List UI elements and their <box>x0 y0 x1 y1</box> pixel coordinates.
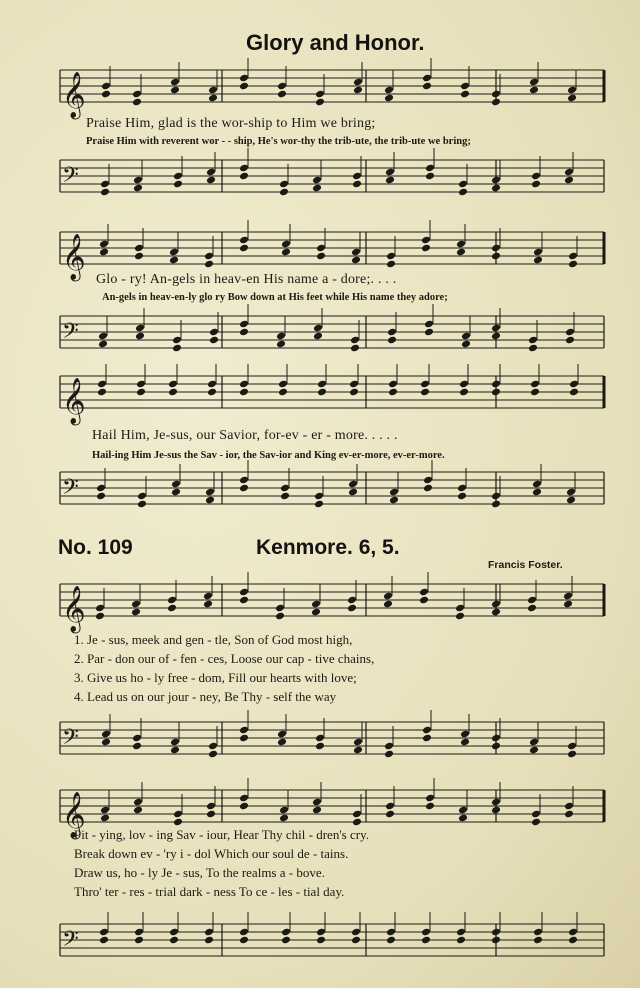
note-head <box>239 82 249 91</box>
note-head <box>315 98 325 107</box>
note-head <box>567 750 577 759</box>
note-head <box>532 488 542 497</box>
note-head <box>134 252 144 261</box>
note-head <box>239 936 249 945</box>
verse-1-line1: 1. Je - sus, meek and gen - tle, Son of God most high, <box>74 632 353 647</box>
note-head <box>351 256 361 265</box>
note-head <box>566 496 576 505</box>
treble-clef-icon: 𝄞 <box>62 378 86 424</box>
note-head <box>461 340 471 349</box>
note-head <box>456 248 466 257</box>
note-head <box>100 814 110 823</box>
note-head <box>383 600 393 609</box>
note-head <box>239 802 249 811</box>
verse-1-line2: Pit - ying, lov - ing Sav - iour, Hear Thy chil - dren's cry. <box>74 827 369 842</box>
note-head <box>456 936 466 945</box>
note-head <box>239 484 249 493</box>
treble-clef-icon: 𝄞 <box>62 792 86 838</box>
note-head <box>491 98 501 107</box>
hymn1-melody-lyrics-line1: Praise Him, glad is the wor-ship to Him we bring; <box>86 116 376 131</box>
note-head <box>421 936 431 945</box>
note-head <box>99 936 109 945</box>
note-head <box>460 90 470 99</box>
note-head <box>312 806 322 815</box>
note-head <box>491 500 501 509</box>
note-head <box>208 94 218 103</box>
note-head <box>281 936 291 945</box>
note-head <box>315 742 325 751</box>
note-head <box>204 260 214 269</box>
bass-clef-icon: 𝄢 <box>62 163 79 193</box>
note-head <box>239 734 249 743</box>
note-head <box>419 596 429 605</box>
note-head <box>564 810 574 819</box>
note-head <box>311 608 321 617</box>
note-head <box>385 176 395 185</box>
note-head <box>279 814 289 823</box>
verse-4-line1: 4. Lead us on our jour - ney, Be Thy - self the way <box>74 689 337 704</box>
note-head <box>352 180 362 189</box>
hymn1-alto-lyrics-line3: Hail-ing Him Je-sus the Sav - ior, the Sav-ior and King ev-er-more, ev-er-more. <box>92 450 445 461</box>
note-head <box>281 248 291 257</box>
note-head <box>384 750 394 759</box>
bass-staff-system-1 <box>0 156 640 196</box>
note-head <box>169 256 179 265</box>
note-head <box>564 176 574 185</box>
bass-staff-system-3 <box>0 468 640 508</box>
note-head <box>529 86 539 95</box>
note-head <box>423 484 433 493</box>
note-head <box>565 336 575 345</box>
treble-clef-icon: 𝄞 <box>62 586 86 632</box>
note-head <box>95 612 105 621</box>
note-head <box>353 746 363 755</box>
note-head <box>317 388 327 397</box>
note-head <box>527 604 537 613</box>
bass-clef-icon: 𝄢 <box>62 475 79 505</box>
note-head <box>206 176 216 185</box>
note-head <box>388 388 398 397</box>
verse-2-line2: Break down ev - 'ry i - dol Which our soul de - tains. <box>74 846 349 861</box>
note-head <box>275 612 285 621</box>
note-head <box>530 388 540 397</box>
note-head <box>205 496 215 505</box>
note-head <box>529 746 539 755</box>
note-head <box>353 86 363 95</box>
note-head <box>533 256 543 265</box>
note-head <box>206 810 216 819</box>
note-head <box>387 336 397 345</box>
note-head <box>458 814 468 823</box>
note-head <box>170 86 180 95</box>
note-head <box>101 90 111 99</box>
note-head <box>491 252 501 261</box>
note-head <box>528 344 538 353</box>
note-head <box>133 184 143 193</box>
note-head <box>312 184 322 193</box>
hymn-title: Glory and Honor. <box>246 30 425 55</box>
note-head <box>384 94 394 103</box>
note-head <box>204 936 214 945</box>
note-head <box>568 936 578 945</box>
hymn1-alto-lyrics-line2: An-gels in heav-en-ly glo ry Bow down at His feet while His name they adore; <box>102 292 448 303</box>
note-head <box>349 388 359 397</box>
hymn-number: No. 109 <box>58 536 133 559</box>
note-head <box>563 600 573 609</box>
note-head <box>348 488 358 497</box>
note-head <box>136 388 146 397</box>
note-head <box>101 738 111 747</box>
note-head <box>207 388 217 397</box>
note-head <box>132 742 142 751</box>
note-head <box>386 936 396 945</box>
note-head <box>531 818 541 827</box>
note-head <box>277 90 287 99</box>
note-head <box>98 340 108 349</box>
note-head <box>459 388 469 397</box>
verse-3-line2: Draw us, ho - ly Je - sus, To the realms a - bove. <box>74 865 325 880</box>
bass-staff-hymn2-system-2 <box>0 920 640 960</box>
composer-credit: Francis Foster. <box>488 559 563 571</box>
bass-clef-icon: 𝄢 <box>62 725 79 755</box>
treble-clef-icon: 𝄞 <box>62 72 86 118</box>
note-head <box>491 388 501 397</box>
note-head <box>491 742 501 751</box>
note-head <box>455 612 465 621</box>
note-head <box>280 492 290 501</box>
treble-staff-hymn2-system-1 <box>0 580 640 632</box>
note-head <box>239 388 249 397</box>
note-head <box>99 248 109 257</box>
note-head <box>458 188 468 197</box>
note-head <box>137 500 147 509</box>
verse-3-line1: 3. Give us ho - ly free - dom, Fill our hearts with love; <box>74 670 357 685</box>
hymn1-melody-lyrics-line2: Glo - ry! An-gels in heav-en His name a - dore;. . . . <box>96 272 397 287</box>
note-head <box>172 344 182 353</box>
treble-staff-system-1 <box>0 66 640 118</box>
note-head <box>531 180 541 189</box>
note-head <box>316 252 326 261</box>
note-head <box>96 492 106 501</box>
verse-2-line1: 2. Par - don our of - fen - ces, Loose our cap - tive chains, <box>74 651 375 666</box>
verse-4-line2: Thro' ter - res - trial dark - ness To ce - les - tial day. <box>74 884 345 899</box>
note-head <box>209 336 219 345</box>
note-head <box>97 388 107 397</box>
hymn1-melody-lyrics-line3: Hail Him, Je-sus, our Savior, for-ev - er - more. . . . . <box>92 428 398 443</box>
note-head <box>134 936 144 945</box>
bass-clef-icon: 𝄢 <box>62 319 79 349</box>
treble-staff-system-3 <box>0 372 640 424</box>
note-head <box>239 172 249 181</box>
note-head <box>425 172 435 181</box>
note-head <box>389 496 399 505</box>
note-head <box>386 260 396 269</box>
note-head <box>351 936 361 945</box>
note-head <box>352 818 362 827</box>
note-head <box>170 746 180 755</box>
note-head <box>568 260 578 269</box>
note-head <box>173 818 183 827</box>
hymn-title: Kenmore. 6, 5. <box>256 536 400 559</box>
note-head <box>569 388 579 397</box>
bass-staff-hymn2-system-1 <box>0 718 640 758</box>
note-head <box>173 180 183 189</box>
hymn1-alto-lyrics-line1: Praise Him with reverent wor - - ship, He's wor-thy the trib-ute, the trib-ute we bring; <box>86 136 471 147</box>
note-head <box>314 500 324 509</box>
note-head <box>491 608 501 617</box>
note-head <box>100 188 110 197</box>
note-head <box>491 332 501 341</box>
bass-staff-system-2 <box>0 312 640 352</box>
note-head <box>167 604 177 613</box>
note-head <box>278 388 288 397</box>
note-head <box>169 936 179 945</box>
note-head <box>239 596 249 605</box>
note-head <box>135 332 145 341</box>
note-head <box>425 802 435 811</box>
note-head <box>460 738 470 747</box>
note-head <box>491 806 501 815</box>
note-head <box>422 734 432 743</box>
note-head <box>131 608 141 617</box>
note-head <box>133 806 143 815</box>
note-head <box>239 328 249 337</box>
note-head <box>385 810 395 819</box>
note-head <box>491 936 501 945</box>
note-head <box>279 188 289 197</box>
note-head <box>277 738 287 747</box>
bass-clef-icon: 𝄢 <box>62 927 79 957</box>
note-head <box>239 244 249 253</box>
note-head <box>132 98 142 107</box>
note-head <box>350 344 360 353</box>
note-head <box>421 244 431 253</box>
note-head <box>424 328 434 337</box>
note-head <box>313 332 323 341</box>
note-head <box>203 600 213 609</box>
note-head <box>347 604 357 613</box>
note-head <box>422 82 432 91</box>
note-head <box>316 936 326 945</box>
note-head <box>171 488 181 497</box>
note-head <box>567 94 577 103</box>
note-head <box>168 388 178 397</box>
note-head <box>208 750 218 759</box>
note-head <box>491 184 501 193</box>
note-head <box>420 388 430 397</box>
note-head <box>533 936 543 945</box>
treble-clef-icon: 𝄞 <box>62 234 86 280</box>
note-head <box>276 340 286 349</box>
note-head <box>457 492 467 501</box>
